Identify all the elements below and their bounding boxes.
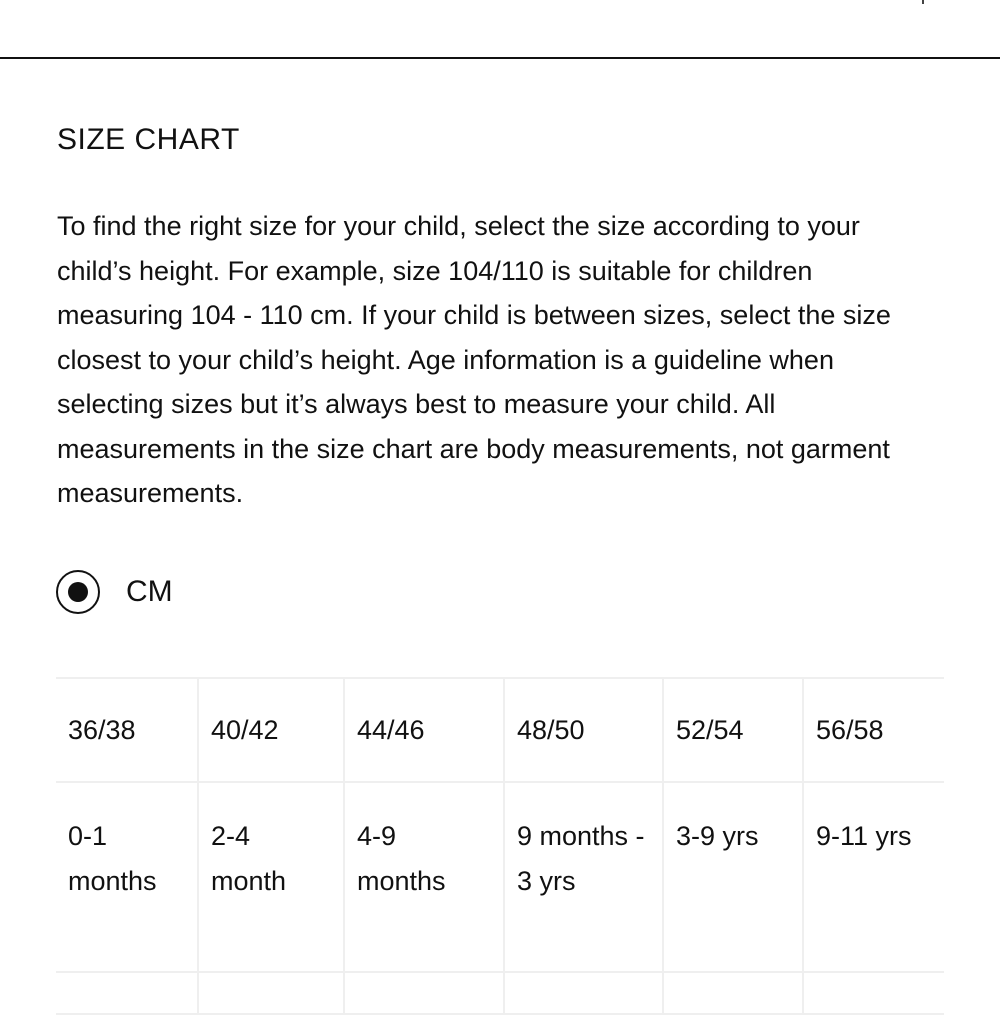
age-value: 2-4 month <box>211 821 287 896</box>
size-value: 44/46 <box>357 714 425 745</box>
size-guide-description: To find the right size for your child, select the size according to your child’s height. For example, size 104/110 is suitable for children measuring 104 - 110 cm. If your child is between sizes, select the size closest to your child’s height. Age information is a guideline when selecting sizes but it’s always best to measure your child. All measurements in the size chart are body measurements, not garment measurements. <box>57 211 891 508</box>
table-cell <box>198 972 344 1014</box>
unit-label: CM <box>126 575 173 608</box>
header-divider <box>0 57 1000 59</box>
size-value: 48/50 <box>517 714 585 745</box>
age-cell <box>198 782 344 972</box>
size-cell <box>56 678 198 782</box>
age-cell <box>344 782 504 972</box>
size-cell <box>803 678 944 782</box>
size-cell <box>344 678 504 782</box>
size-value: 56/58 <box>816 714 884 745</box>
size-cell <box>198 678 344 782</box>
size-value: 52/54 <box>676 714 744 745</box>
table-row <box>56 972 944 1014</box>
age-cell <box>56 782 198 972</box>
size-chart-table <box>56 677 944 1015</box>
table-cell <box>663 972 803 1014</box>
size-cell <box>663 678 803 782</box>
table-cell <box>344 972 504 1014</box>
age-value: 0-1 months <box>68 821 157 896</box>
header-edge-mark <box>922 0 924 4</box>
unit-radio-cm[interactable] <box>56 570 100 614</box>
page-title: SIZE CHART <box>57 123 240 156</box>
age-cell <box>803 782 944 972</box>
age-value: 4-9 months <box>357 821 446 896</box>
table-cell <box>803 972 944 1014</box>
table-cell <box>504 972 663 1014</box>
age-cell <box>504 782 663 972</box>
size-value: 36/38 <box>68 714 136 745</box>
age-row <box>56 782 944 972</box>
age-value: 9-11 yrs <box>816 821 912 851</box>
size-value: 40/42 <box>211 714 279 745</box>
table-cell <box>56 972 198 1014</box>
age-cell <box>663 782 803 972</box>
unit-option-cm[interactable] <box>56 570 173 614</box>
age-value: 9 months - 3 yrs <box>517 821 645 896</box>
size-row <box>56 678 944 782</box>
size-cell <box>504 678 663 782</box>
age-value: 3-9 yrs <box>676 821 759 851</box>
radio-selected-dot <box>68 582 88 602</box>
